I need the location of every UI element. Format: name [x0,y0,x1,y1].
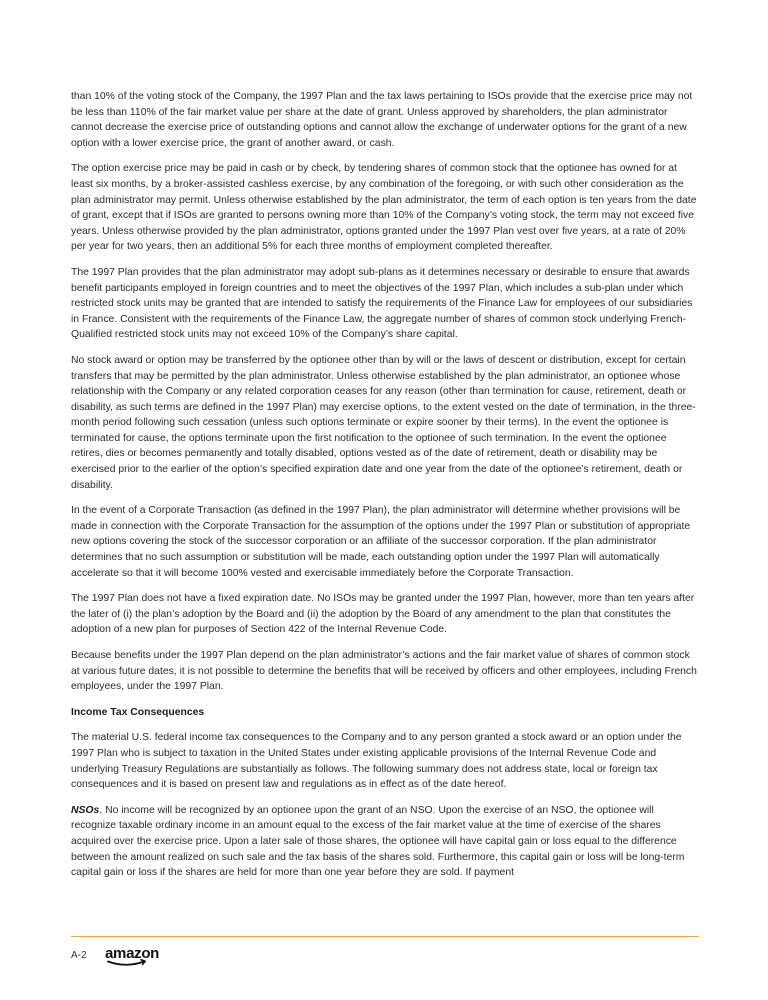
paragraph-iso-exercise-price: than 10% of the voting stock of the Company, the 1997 Plan and the tax laws pertaining to ISOs provide that the exercise price may not be less than 110% of the fair market value per share at the date of grant. Unless approved by shareholders, the plan administrator cannot decrease the exercise price of outstanding options and cannot allow the exchange of underwater options for the grant of a new option with a lower exercise price, the grant of another award, or cash. [71,91,693,149]
paragraph-sub-plans: The 1997 Plan provides that the plan administrator may adopt sub-plans as it determines necessary or desirable to ensure that awards benefit participants employed in foreign countries and to meet the objectives of the 1997 Plan, which includes a sub-plan under which restricted stock units may be granted that are intended to satisfy the requirements of the Finance Law for employees of our subsidiaries in France. Consistent with the requirements of the Finance Law, the aggregate number of shares of common stock underlying French-Qualified restricted stock units may not exceed 10% of the Company’s share capital. [71,266,693,341]
amazon-logo-text: amazon [105,945,160,962]
paragraph-nsos [71,803,699,881]
paragraph-transfer-restrictions: No stock award or option may be transferred by the optionee other than by will or the laws of descent or distribution, except for certain transfers that may be permitted by the plan administrator. Unless otherwise established by the plan administrator, an optionee whose relationship with the Company or any related corporation ceases for any reason (other than termination for cause, retirement, death or disability, as such terms are defined in the 1997 Plan) may exercise options, to the extent vested on the date of termination, in the three-month period following such cessation (unless such options terminate or expire sooner by their terms). In the event the optionee is terminated for cause, the options terminate upon the first notification to the optionee of such termination. In the event the optionee retires, dies or becomes permanently and totally disabled, options vested as of the date of retirement, death or disability may be exercised prior to the earlier of the option’s specified expiration date and one year from the date of the optionee’s retirement, death or disability. [71,354,696,491]
paragraph-corporate-transaction: In the event of a Corporate Transaction (as defined in the 1997 Plan), the plan administrator will determine whether provisions will be made in connection with the Corporate Transaction for the assumption of the options under the 1997 Plan or substitution of appropriate new options covering the stock of the successor corporation or an affiliate of the successor corporation. If the plan administrator determines that no such assumption or substitution will be made, each outstanding option under the 1997 Plan will automatically accelerate so that it will become 100% vested and exercisable immediately before the Corporate Transaction. [71,505,691,579]
page-number: A-2 [71,950,87,961]
paragraph-payment-and-term: The option exercise price may be paid in cash or by check, by tendering shares of common stock that the optionee has owned for at least six months, by a broker-assisted cashless exercise, by any combination of the foregoing, or with such other consideration as the plan administrator may permit. Unless otherwise established by the plan administrator, the term of each option is ten years from the date of grant, except that if ISOs are granted to persons owning more than 10% of the Company’s voting stock, the term may not exceed five years. Unless otherwise provided by the plan administrator, options granted under the 1997 Plan vest over five years, at a rate of 20% per year for two years, then an additional 5% for each three months of employment completed thereafter. [71,163,697,253]
nso-text: . No income will be recognized by an optionee upon the grant of an NSO. Upon the exercise of an NSO, the optionee will recognize taxable ordinary income in an amount equal to the excess of the fair market value at the time of exercise of the shares acquired over the exercise price. Upon a later sale of those shares, the optionee will have capital gain or loss equal to the difference between the amount realized on such sale and the tax basis of the shares sold. Furthermore, this capital gain or loss will be long-term capital gain or loss if the shares are held for more than one year before they are sold. If payment [71,804,685,879]
nso-term: NSOs [71,804,100,816]
document-body [71,89,699,891]
paragraph-tax-intro: The material U.S. federal income tax consequences to the Company and to any person granted a stock award or an option under the 1997 Plan who is subject to taxation in the United States under existing applicable provisions of the Internal Revenue Code and underlying Treasury Regulations are substantially as follows. The following summary does not address state, local or foreign tax consequences and it is based on present law and regulations as in effect as of the date hereof. [71,732,682,791]
footer-divider [71,936,699,937]
amazon-logo [104,945,164,969]
section-heading-income-tax: Income Tax Consequences [71,706,205,718]
paragraph-plan-benefits: Because benefits under the 1997 Plan depend on the plan administrator’s actions and the fair market value of shares of common stock at various future dates, it is not possible to determine the benefits that will be received by officers and other employees, including French employees, under the 1997 Plan. [71,650,697,693]
paragraph-expiration: The 1997 Plan does not have a fixed expiration date. No ISOs may be granted under the 1997 Plan, however, more than ten years after the later of (i) the plan’s adoption by the Board and (ii) the adoption by the Board of any amendment to the plan that constitutes the adoption of a new plan for purposes of Section 422 of the Internal Revenue Code. [71,593,695,636]
